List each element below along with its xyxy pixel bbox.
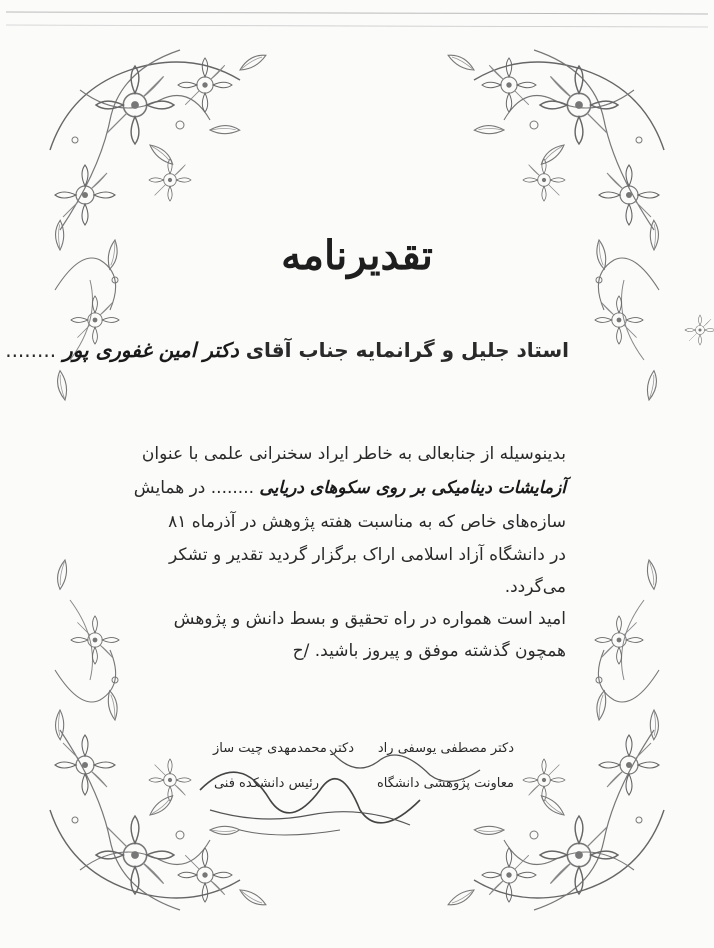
body-line-5: می‌گردد. (504, 577, 566, 597)
topic-dots: ........ (210, 478, 254, 498)
body-line-4: در دانشگاه آزاد اسلامی اراک برگزار گردید تقدیر و تشکر (168, 545, 566, 565)
signatory-2-role: رئیس دانشکده فنی (213, 776, 319, 791)
body-line-1: بدینوسیله از جنابعالی به خاطر ایراد سخنرانی علمی با عنوان (141, 444, 566, 464)
signatory-2-name: دکتر محمدمهدی چیت ساز (213, 741, 354, 756)
body-line-2-suffix: در همایش (133, 478, 206, 498)
recipient-dots: ........ (5, 338, 57, 362)
certificate-title: تقدیرنامه (281, 232, 433, 279)
signatory-1-name: دکتر مصطفی یوسفی راد (377, 741, 514, 756)
salutation-prefix: استاد جلیل و گرانمایه جناب آقای (245, 338, 569, 362)
recipient-name: دکتر امین غفوری پور (63, 338, 239, 362)
body-line-2 (134, 478, 566, 498)
body-line-3: سازه‌های خاص که به مناسبت هفته پژوهش در آذرماه ۸۱ (168, 512, 566, 532)
lecture-topic: آزمایشات دینامیکی بر روی سکوهای دریایی (259, 478, 566, 498)
handwritten-signatures (180, 730, 500, 850)
body-line-6: امید است همواره در راه تحقیق و بسط دانش و پژوهش (173, 609, 566, 629)
body-line-7: همچون گذشته موفق و پیروز باشید. /ح (292, 641, 566, 661)
salutation-line (5, 338, 569, 362)
signatory-1-role: معاونت پژوهشی دانشگاه (376, 776, 514, 791)
